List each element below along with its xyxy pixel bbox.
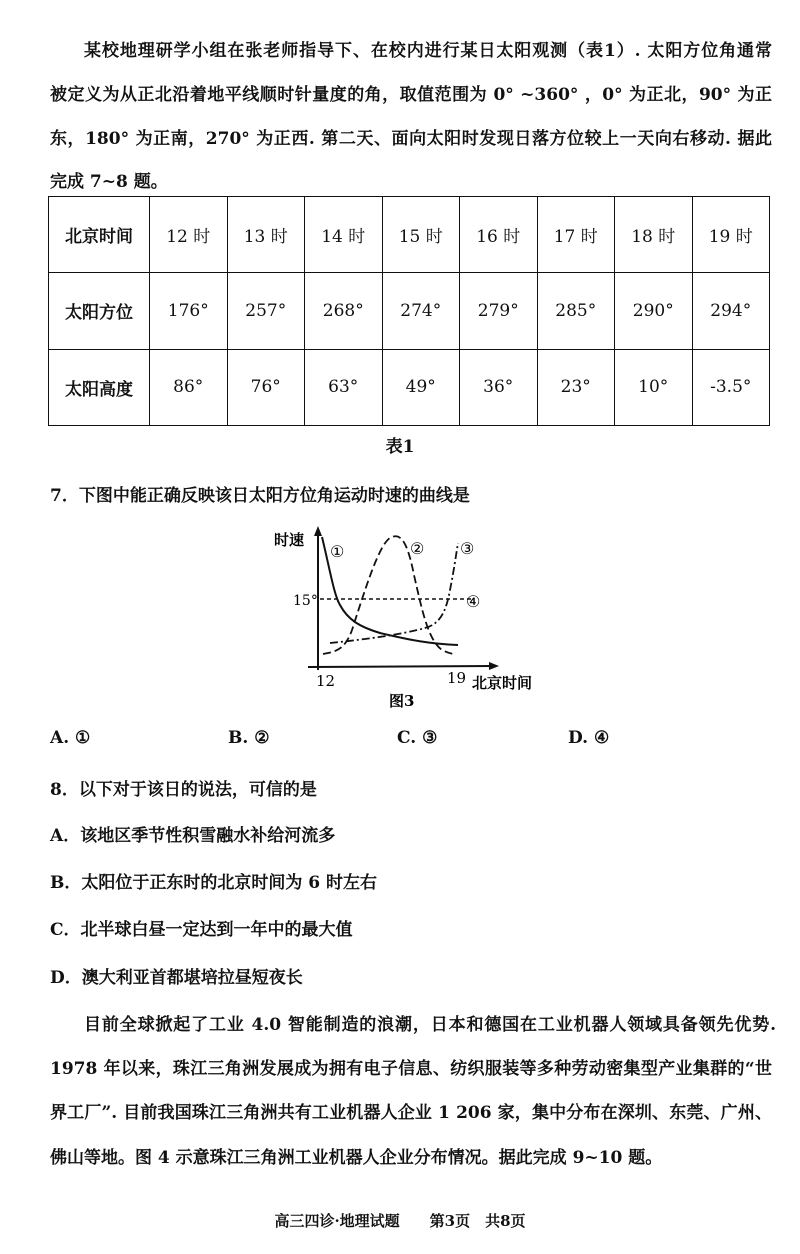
q8-option-b: B．太阳位于正东时的北京时间为 6 时左右 bbox=[50, 873, 378, 893]
passage2-line-3: 界工厂”. 目前我国珠江三角洲共有工业机器人企业 1 206 家，集中分布在深圳、东莞、广州、 bbox=[50, 1103, 772, 1123]
curve-3 bbox=[330, 543, 458, 643]
table-cell: 294° bbox=[692, 273, 770, 349]
intro-line-4: 完成 7~8 题。 bbox=[50, 172, 168, 192]
q7-option-d: D. ④ bbox=[568, 728, 610, 748]
curve-2-label: ② bbox=[410, 539, 425, 558]
table-cell: 279° bbox=[460, 273, 538, 349]
table-cell: 274° bbox=[382, 273, 460, 349]
page-footer: 高三四诊·地理试题 第3页 共8页 bbox=[274, 1212, 526, 1230]
curve-3-label: ③ bbox=[460, 539, 475, 558]
table-cell: 36° bbox=[460, 349, 538, 425]
passage2-line-2: 1978 年以来，珠江三角洲发展成为拥有电子信息、纺织服装等多种劳动密集型产业集群的“世 bbox=[50, 1059, 772, 1079]
table-header: 12 时 bbox=[150, 197, 228, 273]
table-cell: 63° bbox=[305, 349, 383, 425]
y-axis-label: 时速 bbox=[274, 531, 305, 549]
curve-1-label: ① bbox=[330, 542, 345, 561]
table-cell: 285° bbox=[537, 273, 615, 349]
table-header: 18 时 bbox=[615, 197, 693, 273]
table-header: 16 时 bbox=[460, 197, 538, 273]
q8-stem: 8．以下对于该日的说法，可信的是 bbox=[50, 780, 317, 800]
table-cell: 23° bbox=[537, 349, 615, 425]
intro-line-2: 被定义为从正北沿着地平线顺时针量度的角，取值范围为 0° ~360° ，0° 为正北，90° 为正 bbox=[50, 85, 772, 105]
intro-line-3: 东，180° 为正南，270° 为正西. 第二天、面向太阳时发现日落方位较上一天向右移动. 据此 bbox=[50, 129, 772, 149]
q7-option-c: C. ③ bbox=[397, 728, 438, 748]
q7-stem: 7．下图中能正确反映该日太阳方位角运动时速的曲线是 bbox=[50, 486, 470, 506]
table-header: 13 时 bbox=[227, 197, 305, 273]
curve-4-label: ④ bbox=[466, 592, 481, 611]
table-header: 15 时 bbox=[382, 197, 460, 273]
table-cell: 49° bbox=[382, 349, 460, 425]
table-cell: 290° bbox=[615, 273, 693, 349]
y-axis-arrow bbox=[314, 526, 322, 536]
x-axis-label: 北京时间 bbox=[472, 674, 533, 692]
table-cell: 268° bbox=[305, 273, 383, 349]
table-header: 北京时间 bbox=[49, 197, 150, 273]
x-start-label: 12 bbox=[316, 672, 336, 690]
passage2-line-4: 佛山等地。图 4 示意珠江三角洲工业机器人企业分布情况。据此完成 9~10 题。 bbox=[50, 1148, 663, 1168]
x-axis bbox=[308, 666, 493, 667]
table-header: 19 时 bbox=[692, 197, 770, 273]
intro-line-1: 某校地理研学小组在张老师指导下、在校内进行某日太阳观测（表1）. 太阳方位角通常 bbox=[84, 41, 772, 61]
table-cell: 176° bbox=[150, 273, 228, 349]
table-header: 17 时 bbox=[537, 197, 615, 273]
x-end-label: 19 bbox=[447, 669, 467, 687]
q8-option-a: A．该地区季节性积雪融水补给河流多 bbox=[50, 826, 336, 846]
q7-option-a: A. ① bbox=[50, 728, 91, 748]
q8-option-c: C．北半球白昼一定达到一年中的最大值 bbox=[50, 920, 353, 940]
table-cell: 76° bbox=[227, 349, 305, 425]
q7-option-b: B. ② bbox=[228, 728, 270, 748]
passage2-line-1: 目前全球掀起了工业 4.0 智能制造的浪潮，日本和德国在工业机器人领域具备领先优势. bbox=[84, 1015, 776, 1035]
table-cell: 86° bbox=[150, 349, 228, 425]
q8-option-d: D．澳大利亚首都堪培拉昼短夜长 bbox=[50, 968, 303, 988]
table-cell: 太阳高度 bbox=[49, 349, 150, 425]
table-cell: 10° bbox=[615, 349, 693, 425]
x-axis-arrow bbox=[489, 662, 499, 670]
table-cell: -3.5° bbox=[692, 349, 770, 425]
figure-caption: 图3 bbox=[389, 692, 415, 710]
table-cell: 太阳方位 bbox=[49, 273, 150, 349]
y-tick-15: 15° bbox=[293, 593, 318, 609]
table-header: 14 时 bbox=[305, 197, 383, 273]
table-cell: 257° bbox=[227, 273, 305, 349]
table-caption: 表1 bbox=[385, 437, 415, 457]
